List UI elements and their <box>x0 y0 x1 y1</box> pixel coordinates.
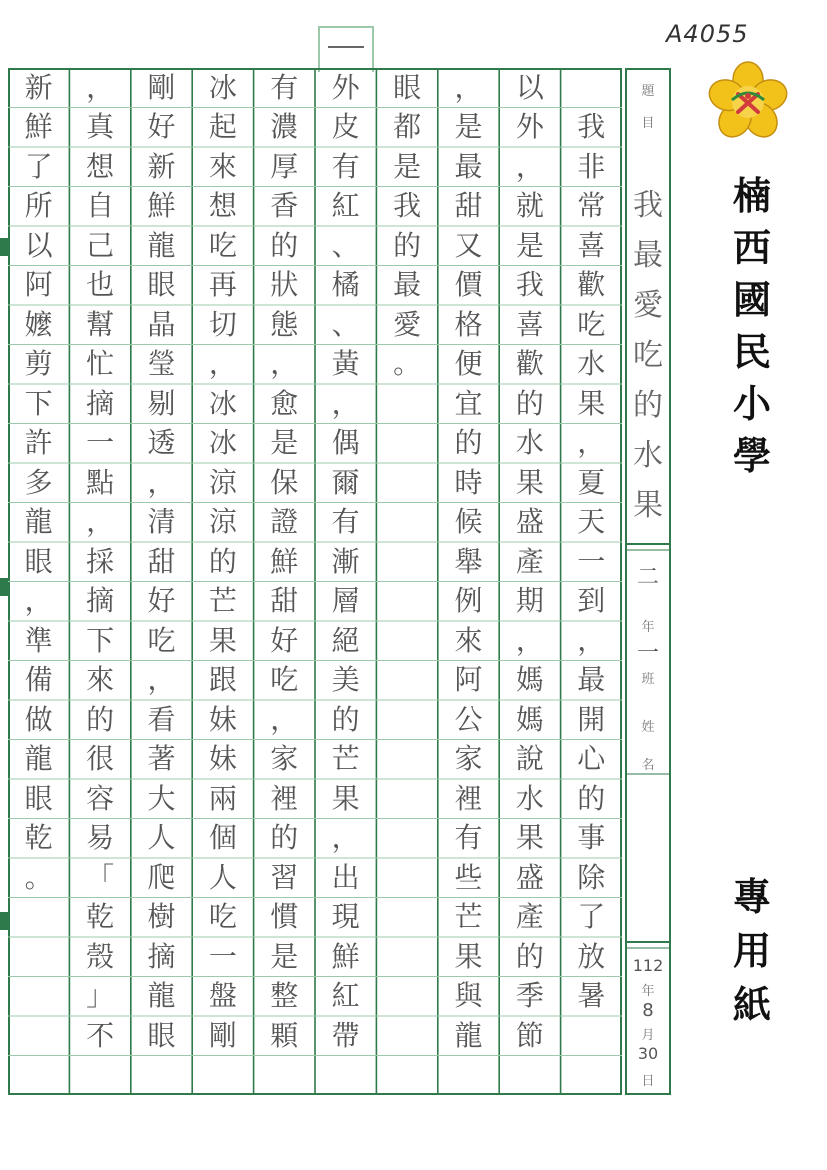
grid-character: 是 <box>393 149 422 183</box>
edge-mark <box>0 578 8 596</box>
grid-character: 我 <box>515 268 544 302</box>
grid-character: 涼 <box>208 465 237 499</box>
grid-character: 殼 <box>86 939 115 973</box>
school-name-char: 楠 <box>732 173 771 218</box>
grid-character: 價 <box>454 268 483 302</box>
school-name <box>730 170 774 482</box>
grid-character: 歡 <box>577 268 606 302</box>
grid-character: 愛 <box>393 307 422 341</box>
grid-character: 、 <box>331 307 360 341</box>
grid-character <box>564 70 618 106</box>
grid-character: 冰 <box>208 426 237 460</box>
grid-character: 下 <box>86 623 115 657</box>
grid-character: 顆 <box>270 1018 299 1052</box>
grid-character: ， <box>331 386 360 420</box>
grid-character: 好 <box>270 623 299 657</box>
title-sidebar <box>625 68 671 1095</box>
grid-character: 很 <box>86 742 115 776</box>
grid-character: 例 <box>454 584 483 618</box>
grid-character: 水 <box>577 347 606 381</box>
grid-character: 來 <box>208 149 237 183</box>
grid-character: 摘 <box>147 939 176 973</box>
grid-character: 龍 <box>24 505 53 539</box>
paper-label-char: 紙 <box>732 982 771 1027</box>
grid-character: 瑩 <box>147 347 176 381</box>
grid-character: 除 <box>577 860 606 894</box>
grid-character: 果 <box>515 465 544 499</box>
grid-character: 幫 <box>86 307 115 341</box>
grid-character: 一 <box>208 939 237 973</box>
grid-character: 爬 <box>147 860 176 894</box>
grid-character: 人 <box>208 860 237 894</box>
grid-character: 鮮 <box>331 939 360 973</box>
grid-character: 外 <box>515 110 544 144</box>
grid-character: 整 <box>270 979 299 1013</box>
grid-character: 阿 <box>24 268 53 302</box>
grid-character: 的 <box>577 781 606 815</box>
name-label: 姓 <box>641 720 655 735</box>
grid-character: 自 <box>86 189 115 223</box>
grid-character: 以 <box>24 228 53 262</box>
grid-character: 想 <box>208 189 237 223</box>
grid-character: 芒 <box>208 584 237 618</box>
grid-character: 忙 <box>86 347 115 381</box>
grid-character: 紅 <box>331 979 360 1013</box>
grid-character: ， <box>86 505 115 539</box>
grid-character: 冰 <box>208 70 237 104</box>
grid-character: 冰 <box>208 386 237 420</box>
grid-character: 的 <box>270 821 299 855</box>
date-day: 30 <box>637 1044 659 1063</box>
grid-character: 準 <box>24 623 53 657</box>
grid-character: 證 <box>270 505 299 539</box>
grid-character: 甜 <box>147 544 176 578</box>
grid-character: ， <box>24 584 53 618</box>
grid-character: 的 <box>331 702 360 736</box>
grid-character: 媽 <box>515 663 544 697</box>
grid-character: 狀 <box>270 268 299 302</box>
grid-character: 最 <box>393 268 422 302</box>
grid-character: 龍 <box>454 1018 483 1052</box>
grid-character: 都 <box>393 110 422 144</box>
grid-character: 樹 <box>147 900 176 934</box>
grid-character: ， <box>577 623 606 657</box>
grid-character: 鮮 <box>270 544 299 578</box>
grid-character: 一 <box>86 426 115 460</box>
school-name-char: 民 <box>732 329 771 374</box>
grid-character: 吃 <box>577 307 606 341</box>
edge-mark <box>0 238 8 256</box>
grid-character: 季 <box>515 979 544 1013</box>
grid-character: 多 <box>24 465 53 499</box>
grid-character: 香 <box>270 189 299 223</box>
grid-character: ， <box>515 623 544 657</box>
grid-character: 許 <box>24 426 53 460</box>
document-code: A4055 <box>666 20 749 48</box>
grid-character: 。 <box>393 347 422 381</box>
grid-character: 時 <box>454 465 483 499</box>
title-label: 題 <box>641 84 655 99</box>
grid-character: 新 <box>147 149 176 183</box>
grid-character: 大 <box>147 781 176 815</box>
grid-character: 水 <box>515 426 544 460</box>
grid-character: 剛 <box>208 1018 237 1052</box>
grid-character: 爾 <box>331 465 360 499</box>
grid-character: 摘 <box>86 584 115 618</box>
grid-character: 摘 <box>86 386 115 420</box>
class-unit: 班 <box>641 672 655 687</box>
grid-character: 透 <box>147 426 176 460</box>
school-name-char: 小 <box>732 381 771 426</box>
grid-character: 心 <box>577 742 606 776</box>
grid-character: 易 <box>86 821 115 855</box>
grid-character: 眼 <box>147 1018 176 1052</box>
grade-unit: 年 <box>641 620 655 635</box>
grid-character: 下 <box>24 386 53 420</box>
grid-character: 皮 <box>331 110 360 144</box>
grid-character: 與 <box>454 979 483 1013</box>
grid-character: 想 <box>86 149 115 183</box>
grid-character: 也 <box>86 268 115 302</box>
paper-label <box>730 870 774 1032</box>
grid-character: 好 <box>147 110 176 144</box>
grid-character: 開 <box>577 702 606 736</box>
grid-character: 阿 <box>454 663 483 697</box>
grid-character: 層 <box>331 584 360 618</box>
grid-character: 保 <box>270 465 299 499</box>
grid-character: 兩 <box>208 781 237 815</box>
grid-character: 有 <box>331 149 360 183</box>
grid-character: 以 <box>515 70 544 104</box>
date-year-unit: 年 <box>641 984 655 999</box>
grid-character: 黃 <box>331 347 360 381</box>
grid-character: 跟 <box>208 663 237 697</box>
grid-character: 習 <box>270 860 299 894</box>
grid-character: 吃 <box>208 900 237 934</box>
date-year: 112 <box>632 956 664 975</box>
title-character: 的 <box>633 388 663 423</box>
grid-character: 節 <box>515 1018 544 1052</box>
grid-character: 是 <box>270 939 299 973</box>
grid-character: 己 <box>86 228 115 262</box>
grid-character: 產 <box>515 544 544 578</box>
title-label: 目 <box>641 116 655 131</box>
grid-character: 的 <box>270 228 299 262</box>
grid-character: 常 <box>577 189 606 223</box>
class-value: 一 <box>636 641 659 666</box>
grid-character: 果 <box>331 781 360 815</box>
grid-character: 看 <box>147 702 176 736</box>
grid-character: 候 <box>454 505 483 539</box>
grid-character: 清 <box>147 505 176 539</box>
grid-character: 有 <box>270 70 299 104</box>
date-month-unit: 月 <box>641 1028 655 1043</box>
school-logo-icon <box>706 60 790 144</box>
school-name-char: 西 <box>732 225 771 270</box>
grid-character: 剔 <box>147 386 176 420</box>
grid-character: 非 <box>577 149 606 183</box>
grid-character: ， <box>454 70 483 104</box>
title-character: 最 <box>633 238 663 273</box>
grid-character: 鮮 <box>147 189 176 223</box>
grid-character: 公 <box>454 702 483 736</box>
grid-character: 剛 <box>147 70 176 104</box>
grid-character: 吃 <box>208 228 237 262</box>
title-character: 我 <box>633 188 663 223</box>
grid-character: 厚 <box>270 149 299 183</box>
title-character: 吃 <box>633 338 663 373</box>
grid-character: 的 <box>208 544 237 578</box>
grid-character: 舉 <box>454 544 483 578</box>
grid-character: 剪 <box>24 347 53 381</box>
grid-character: 出 <box>331 860 360 894</box>
grid-character: 濃 <box>270 110 299 144</box>
grid-character: 媽 <box>515 702 544 736</box>
grid-character: 是 <box>515 228 544 262</box>
grid-character: 採 <box>86 544 115 578</box>
paper-label-char: 用 <box>732 928 771 973</box>
grid-character: 眼 <box>147 268 176 302</box>
grid-character: 是 <box>454 110 483 144</box>
name-label: 名 <box>641 758 655 773</box>
grid-character: 期 <box>515 584 544 618</box>
title-character: 果 <box>633 488 663 523</box>
grid-character: 喜 <box>515 307 544 341</box>
grid-character: 放 <box>577 939 606 973</box>
tab-dash <box>328 46 364 48</box>
grid-character: 最 <box>577 663 606 697</box>
grid-character: 外 <box>331 70 360 104</box>
grid-character: 來 <box>454 623 483 657</box>
grid-character: 新 <box>24 70 53 104</box>
grid-character: 裡 <box>270 781 299 815</box>
grid-character: 盛 <box>515 505 544 539</box>
grid-character: 眼 <box>393 70 422 104</box>
grid-character: 紅 <box>331 189 360 223</box>
grid-character: 美 <box>331 663 360 697</box>
grid-character: 的 <box>515 939 544 973</box>
grid-character: 鮮 <box>24 110 53 144</box>
grid-character: 芒 <box>454 900 483 934</box>
grid-character: 絕 <box>331 623 360 657</box>
grid-character: 就 <box>515 189 544 223</box>
grid-character: 來 <box>86 663 115 697</box>
grid-character: 有 <box>454 821 483 855</box>
grid-character: 龍 <box>24 742 53 776</box>
grid-character: 點 <box>86 465 115 499</box>
grid-character: 切 <box>208 307 237 341</box>
grid-character: 現 <box>331 900 360 934</box>
grid-character: 盛 <box>515 860 544 894</box>
grid-character: 漸 <box>331 544 360 578</box>
grid-character: 愈 <box>270 386 299 420</box>
school-name-char: 學 <box>732 433 771 478</box>
grid-character: 家 <box>270 742 299 776</box>
grid-character: 又 <box>454 228 483 262</box>
grid-character: 帶 <box>331 1018 360 1052</box>
title-character: 水 <box>633 438 663 473</box>
grid-character: 暑 <box>577 979 606 1013</box>
grid-character: 的 <box>454 426 483 460</box>
grid-character: 眼 <box>24 544 53 578</box>
grid-character: 盤 <box>208 979 237 1013</box>
grade-value: 二 <box>636 565 659 590</box>
grid-character: ， <box>147 465 176 499</box>
grid-character: 甜 <box>270 584 299 618</box>
grid-character: 晶 <box>147 307 176 341</box>
grid-character: 再 <box>208 268 237 302</box>
grid-character: 產 <box>515 900 544 934</box>
grid-character: 龍 <box>147 228 176 262</box>
grid-character: ， <box>515 149 544 183</box>
grid-character: 芒 <box>331 742 360 776</box>
grid-character: 龍 <box>147 979 176 1013</box>
grid-character: 果 <box>577 386 606 420</box>
grid-character: 起 <box>208 110 237 144</box>
grid-character: 涼 <box>208 505 237 539</box>
grid-character: 歡 <box>515 347 544 381</box>
grid-character: 妹 <box>208 702 237 736</box>
grid-character: 甜 <box>454 189 483 223</box>
grid-character: 有 <box>331 505 360 539</box>
grid-character: 吃 <box>270 663 299 697</box>
grid-character: 不 <box>86 1018 115 1052</box>
grid-character: 裡 <box>454 781 483 815</box>
grid-character: ， <box>147 663 176 697</box>
grid-character: 果 <box>208 623 237 657</box>
grid-character: 便 <box>454 347 483 381</box>
top-tab <box>318 26 374 72</box>
grid-character: ， <box>577 426 606 460</box>
grid-character: ， <box>86 70 115 104</box>
paper-label-char: 專 <box>732 874 771 919</box>
grid-character: 橘 <box>331 268 360 302</box>
date-day-unit: 日 <box>641 1074 655 1089</box>
grid-character: 最 <box>454 149 483 183</box>
grid-character: 。 <box>24 860 53 894</box>
grid-character: 容 <box>86 781 115 815</box>
grid-character: ， <box>270 347 299 381</box>
grid-character: 乾 <box>86 900 115 934</box>
grid-character: 天 <box>577 505 606 539</box>
grid-character: 做 <box>24 702 53 736</box>
grid-character: 」 <box>86 979 115 1013</box>
grid-character: ， <box>208 347 237 381</box>
grid-character: 備 <box>24 663 53 697</box>
grid-character: 了 <box>24 149 53 183</box>
grid-character: 偶 <box>331 426 360 460</box>
school-name-char: 國 <box>732 277 771 322</box>
grid-character: 真 <box>86 110 115 144</box>
grid-character: 宜 <box>454 386 483 420</box>
grid-character: 人 <box>147 821 176 855</box>
grid-character: 到 <box>577 584 606 618</box>
grid-character: 喜 <box>577 228 606 262</box>
grid-character: 好 <box>147 584 176 618</box>
grid-character: 的 <box>86 702 115 736</box>
grid-character: 嬤 <box>24 307 53 341</box>
title-character: 愛 <box>633 288 663 323</box>
grid-character: ， <box>270 702 299 736</box>
date-month: 8 <box>642 1000 654 1021</box>
grid-character: 個 <box>208 821 237 855</box>
grid-character: 著 <box>147 742 176 776</box>
grid-character: 的 <box>393 228 422 262</box>
writing-grid <box>8 68 622 1095</box>
grid-character: ， <box>331 821 360 855</box>
grid-character: 的 <box>515 386 544 420</box>
grid-character: 事 <box>577 821 606 855</box>
grid-character: 「 <box>86 860 115 894</box>
grid-character: 吃 <box>147 623 176 657</box>
grid-character: 我 <box>577 110 606 144</box>
grid-character: 果 <box>515 821 544 855</box>
grid-character: 說 <box>515 742 544 776</box>
grid-character: 態 <box>270 307 299 341</box>
grid-character: 了 <box>577 900 606 934</box>
edge-mark <box>0 912 8 930</box>
grid-character: 格 <box>454 307 483 341</box>
grid-character: 一 <box>577 544 606 578</box>
grid-character: 所 <box>24 189 53 223</box>
grid-character: 果 <box>454 939 483 973</box>
grid-character: 家 <box>454 742 483 776</box>
grid-character: 妹 <box>208 742 237 776</box>
grid-character: 我 <box>393 189 422 223</box>
grid-character: 乾 <box>24 821 53 855</box>
grid-character: 是 <box>270 426 299 460</box>
grid-character: 水 <box>515 781 544 815</box>
grid-character: 些 <box>454 860 483 894</box>
grid-character: 眼 <box>24 781 53 815</box>
grid-character: 夏 <box>577 465 606 499</box>
grid-character: 、 <box>331 228 360 262</box>
grid-character: 慣 <box>270 900 299 934</box>
